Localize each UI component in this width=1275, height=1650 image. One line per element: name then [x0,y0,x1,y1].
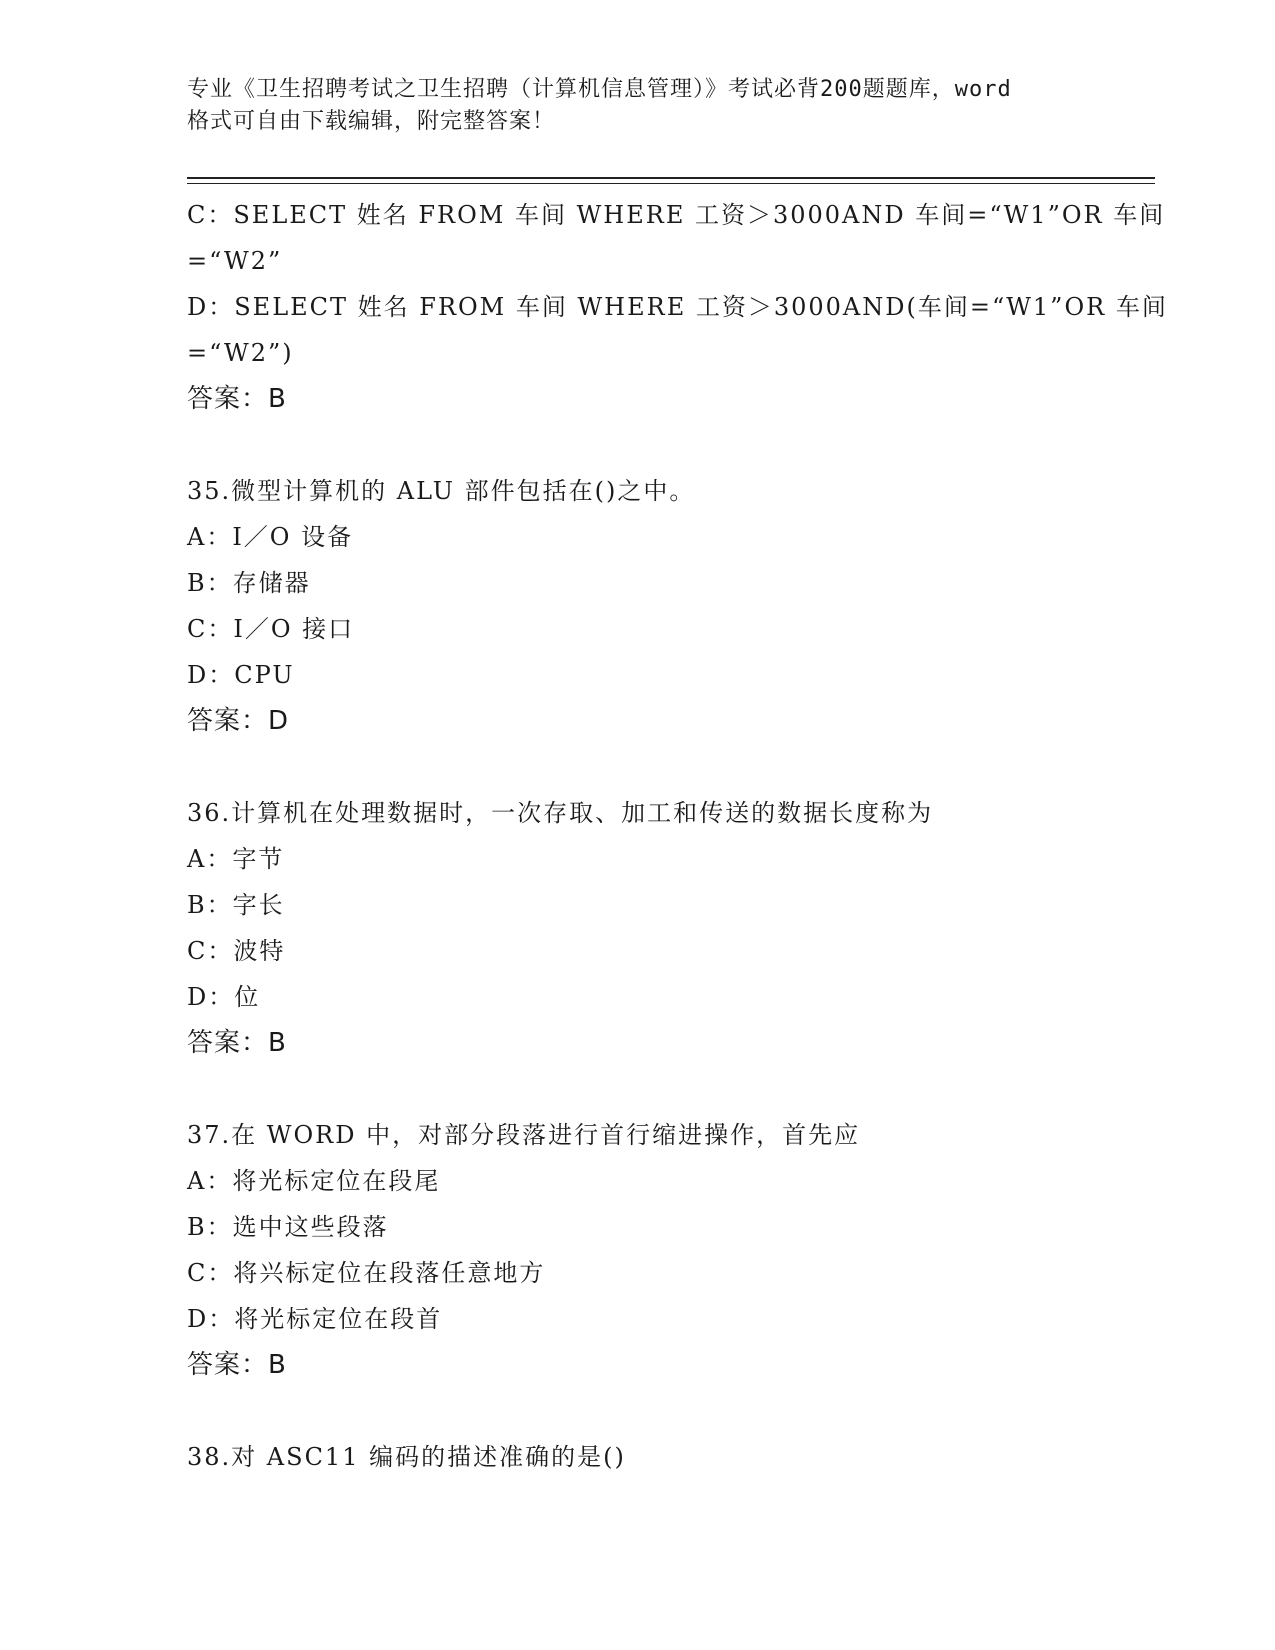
option-a: A：I／O 设备 [187,523,354,551]
question-35 [187,468,1147,744]
prev-question-block [187,192,1168,422]
spacer [187,1388,1147,1434]
answer-label: 答案：B [187,1350,287,1380]
option-d-line-2: =“W2”) [187,339,294,367]
question-stem: 37.在 WORD 中，对部分段落进行首行缩进操作，首先应 [187,1121,861,1149]
spacer [187,1066,1147,1112]
question-stem: 36.计算机在处理数据时，一次存取、加工和传送的数据长度称为 [187,799,934,827]
option-a: A：字节 [187,845,285,873]
option-c-line-2: =“W2” [187,247,283,275]
question-stem: 38.对 ASC11 编码的描述准确的是() [187,1443,626,1471]
option-c: C：波特 [187,937,286,965]
spacer [187,744,1147,790]
question-stem: 35.微型计算机的 ALU 部件包括在()之中。 [187,477,696,505]
answer-label: 答案：B [187,384,287,414]
answer-label: 答案：B [187,1028,287,1058]
option-b: B：选中这些段落 [187,1213,389,1241]
option-d: D：CPU [187,661,295,689]
header-divider-thin [187,183,1155,184]
question-37 [187,1112,1147,1388]
option-d-line-1: D：SELECT 姓名 FROM 车间 WHERE 工资＞3000AND(车间=“W1”OR 车间 [187,293,1168,321]
document-header [187,74,1087,138]
header-line-2: 格式可自由下载编辑，附完整答案！ [187,109,556,134]
spacer [187,422,1147,468]
option-c: C：I／O 接口 [187,615,355,643]
option-c-line-1: C：SELECT 姓名 FROM 车间 WHERE 工资＞3000AND 车间=“W1”OR 车间 [187,201,1166,229]
question-38 [187,1434,1147,1480]
option-d: D：将光标定位在段首 [187,1305,443,1333]
document-body [187,192,1168,1480]
option-a: A：将光标定位在段尾 [187,1167,441,1195]
header-divider [187,177,1155,179]
answer-label: 答案：D [187,706,290,736]
option-c: C：将兴标定位在段落任意地方 [187,1259,546,1287]
option-b: B：存储器 [187,569,311,597]
option-d: D：位 [187,983,261,1011]
option-b: B：字长 [187,891,285,919]
header-line-1: 专业《卫生招聘考试之卫生招聘（计算机信息管理）》考试必背200题题库，word [187,77,1012,102]
question-36 [187,790,1147,1066]
